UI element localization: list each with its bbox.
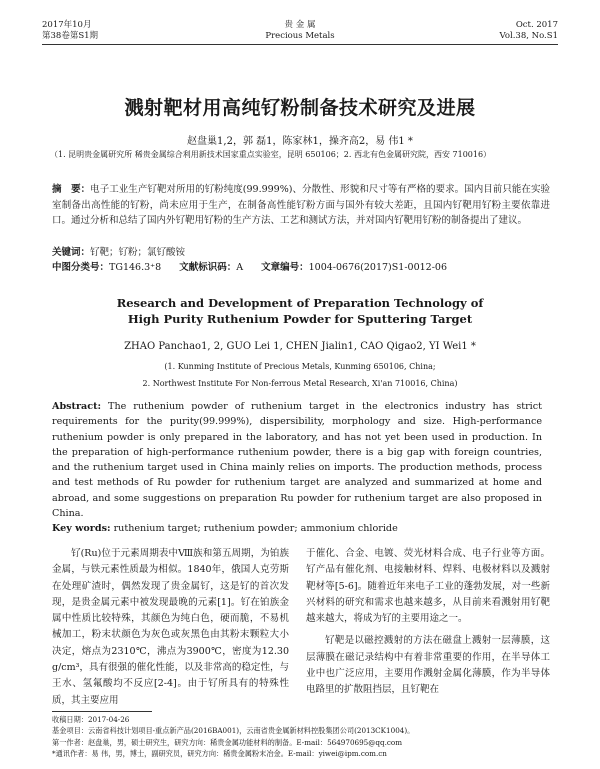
footnote-first-author: 第一作者：赵盘巢，男，硕士研究生，研究方向：稀贵金属功能材料的制备。E-mail：564970695@qq.com: [52, 737, 403, 747]
journal-volume: 第38卷第S1期: [42, 31, 99, 41]
body-column-right: [306, 546, 550, 699]
abstract-cn-text: 电子工业生产钌靶对所用的钌粉纯度(99.999%)、分散性、形貌和尺寸等有严格的要求。国内目前只能在实验室制备出高性能的钌粉，尚未应用于生产，在制备高性能钌粉方面与国外有较大差距，且国内钌靶用钌粉主要依靠进口。通过分析和总结了国内外钌靶用钌粉的生产方法、工艺和测试方法，并对国内钌靶用钌粉的制备提出了建议。: [52, 184, 550, 227]
footnote-fund: 基金项目：云南省科技计划项目-重点新产品(2016BA001)，云南省贵金属新材料控股集团公司(2013CK1004)。: [52, 726, 415, 736]
authors-en: ZHAO Panchao1, 2, GUO Lei 1, CHEN Jialin1, CAO Qigao2, YI Wei1 *: [124, 341, 476, 352]
abstract-en-label: Abstract:: [52, 401, 102, 412]
journal-date: 2017年10月: [42, 20, 92, 30]
doc-code-value: A: [236, 262, 244, 273]
keywords-en-label: Key words:: [52, 523, 111, 534]
keywords-cn-text: 钌靶；钌粉；氯钌酸铵: [90, 247, 186, 258]
keywords-cn-label: 关键词：: [52, 247, 91, 258]
keywords-en: [52, 523, 398, 534]
paper-title-en-line1: Research and Development of Preparation Technology of: [116, 296, 484, 310]
affiliations-en: [0, 358, 600, 392]
abstract-cn: [52, 182, 550, 229]
clc-label: 中图分类号：: [52, 262, 110, 273]
paper-title-en-line2: High Purity Ruthenium Powder for Sputtering Target: [127, 312, 473, 326]
header-divider: [42, 44, 558, 45]
article-no-label: 文章编号：: [261, 262, 309, 273]
keywords-en-text: ruthenium target; ruthenium powder; ammonium chloride: [113, 523, 398, 534]
body-paragraph-2: 钌靶是以磁控溅射的方法在磁盘上溅射一层薄膜，这层薄膜在磁记录结构中有着非常重要的作用，在半导体工业中也广泛应用，主要用作溅射金属化薄膜，作为半导体电路里的扩散阻挡层，且钌靶在: [306, 635, 550, 696]
footnote-corresponding: *通讯作者：易 伟，男，博士，副研究员，研究方向：稀贵金属粉末冶金。E-mail：yiwei@ipm.com.cn: [52, 749, 387, 759]
journal-name-en: Precious Metals: [265, 31, 335, 41]
journal-date-en: Oct. 2017: [515, 20, 558, 30]
footnote-divider: [52, 711, 152, 712]
body-column-left: 钌(Ru)位于元素周期表中Ⅷ族和第五周期，为铂族金属，与铁元素性质最为相似。1840年，俄国人克劳斯在处理矿渣时，偶然发现了贵金属钌，这是钌的首次发现，是贵金属元素中被发现最晚的元素[1]。钌在铂族金属中性质比较特殊，其颜色为纯白色，硬而脆，不易机械加工，粉末状颜色为灰色或灰黑色由其粉末颗粒大小决定，熔点为2310℃，沸点为3900℃，密度为12.30 g/cm³，具有很强的催化性能，以及非常高的稳定性，与王水、氢氟酸均不反应[2-4]。由于钌所具有的特殊性质，其主要应用: [52, 548, 289, 706]
affiliations-cn: （1. 昆明贵金属研究所 稀贵金属综合利用新技术国家重点实验室，昆明 650106；2. 西北有色金属研究院，西安 710016）: [50, 150, 492, 159]
affiliation-en-1: (1. Kunming Institute of Precious Metals, Kunming 650106, China;: [164, 362, 436, 371]
footnotes: [52, 714, 550, 760]
article-no-value: 1004-0676(2017)S1-0012-06: [308, 262, 447, 273]
abstract-en: [52, 399, 542, 521]
doc-code-label: 文献标识码：: [179, 262, 237, 273]
abstract-en-text: The ruthenium powder of ruthenium target in the electronics industry has strict requirements for the purity(99.999%), dispersibility, morphology and size. High-performance ruthenium powder is only prepared in the laboratory, and has not yet been used in production. In the preparation of high-performance ruthenium powder, there is a big gap with foreign countries, and the ruthenium target used in China mainly relies on imports. The production methods, process and test methods of Ru powder for ruthenium target are analyzed and summarized at home and abroad, and some suggestions on preparation Ru powder for ruthenium target are also proposed in China.: [52, 401, 542, 520]
journal-issue-info: [500, 20, 558, 42]
paper-title-cn: 溅射靶材用高纯钌粉制备技术研究及进展: [124, 97, 476, 119]
footnote-received: 收稿日期：2017-04-26: [52, 715, 130, 724]
clc-value: TG146.3⁺8: [109, 262, 162, 273]
authors-cn: 赵盘巢1,2，郭 磊1，陈家林1，操齐高2，易 伟1 *: [187, 136, 413, 147]
classification-line: [52, 259, 465, 273]
keywords-cn: [52, 244, 185, 258]
abstract-cn-label: 摘 要：: [52, 184, 91, 195]
body-paragraph-1: 于催化、合金、电镀、荧光材料合成、电子行业等方面。钌产品有催化剂、电接触材料、焊料、电极材料以及溅射靶材等[5-6]。随着近年来电子工业的蓬勃发展，对一些新兴材料的研究和需求也越来越多，从目前来看溅射用钌靶越来越大，将成为钌的主要用途之一。: [306, 548, 550, 625]
journal-name-cn: 贵 金 属: [284, 20, 316, 30]
journal-volume-en: Vol.38, No.S1: [499, 31, 558, 41]
affiliation-en-2: 2. Northwest Institute For Non-ferrous Metal Research, Xi'an 710016, China): [142, 379, 458, 388]
paper-title-en: [0, 295, 600, 327]
